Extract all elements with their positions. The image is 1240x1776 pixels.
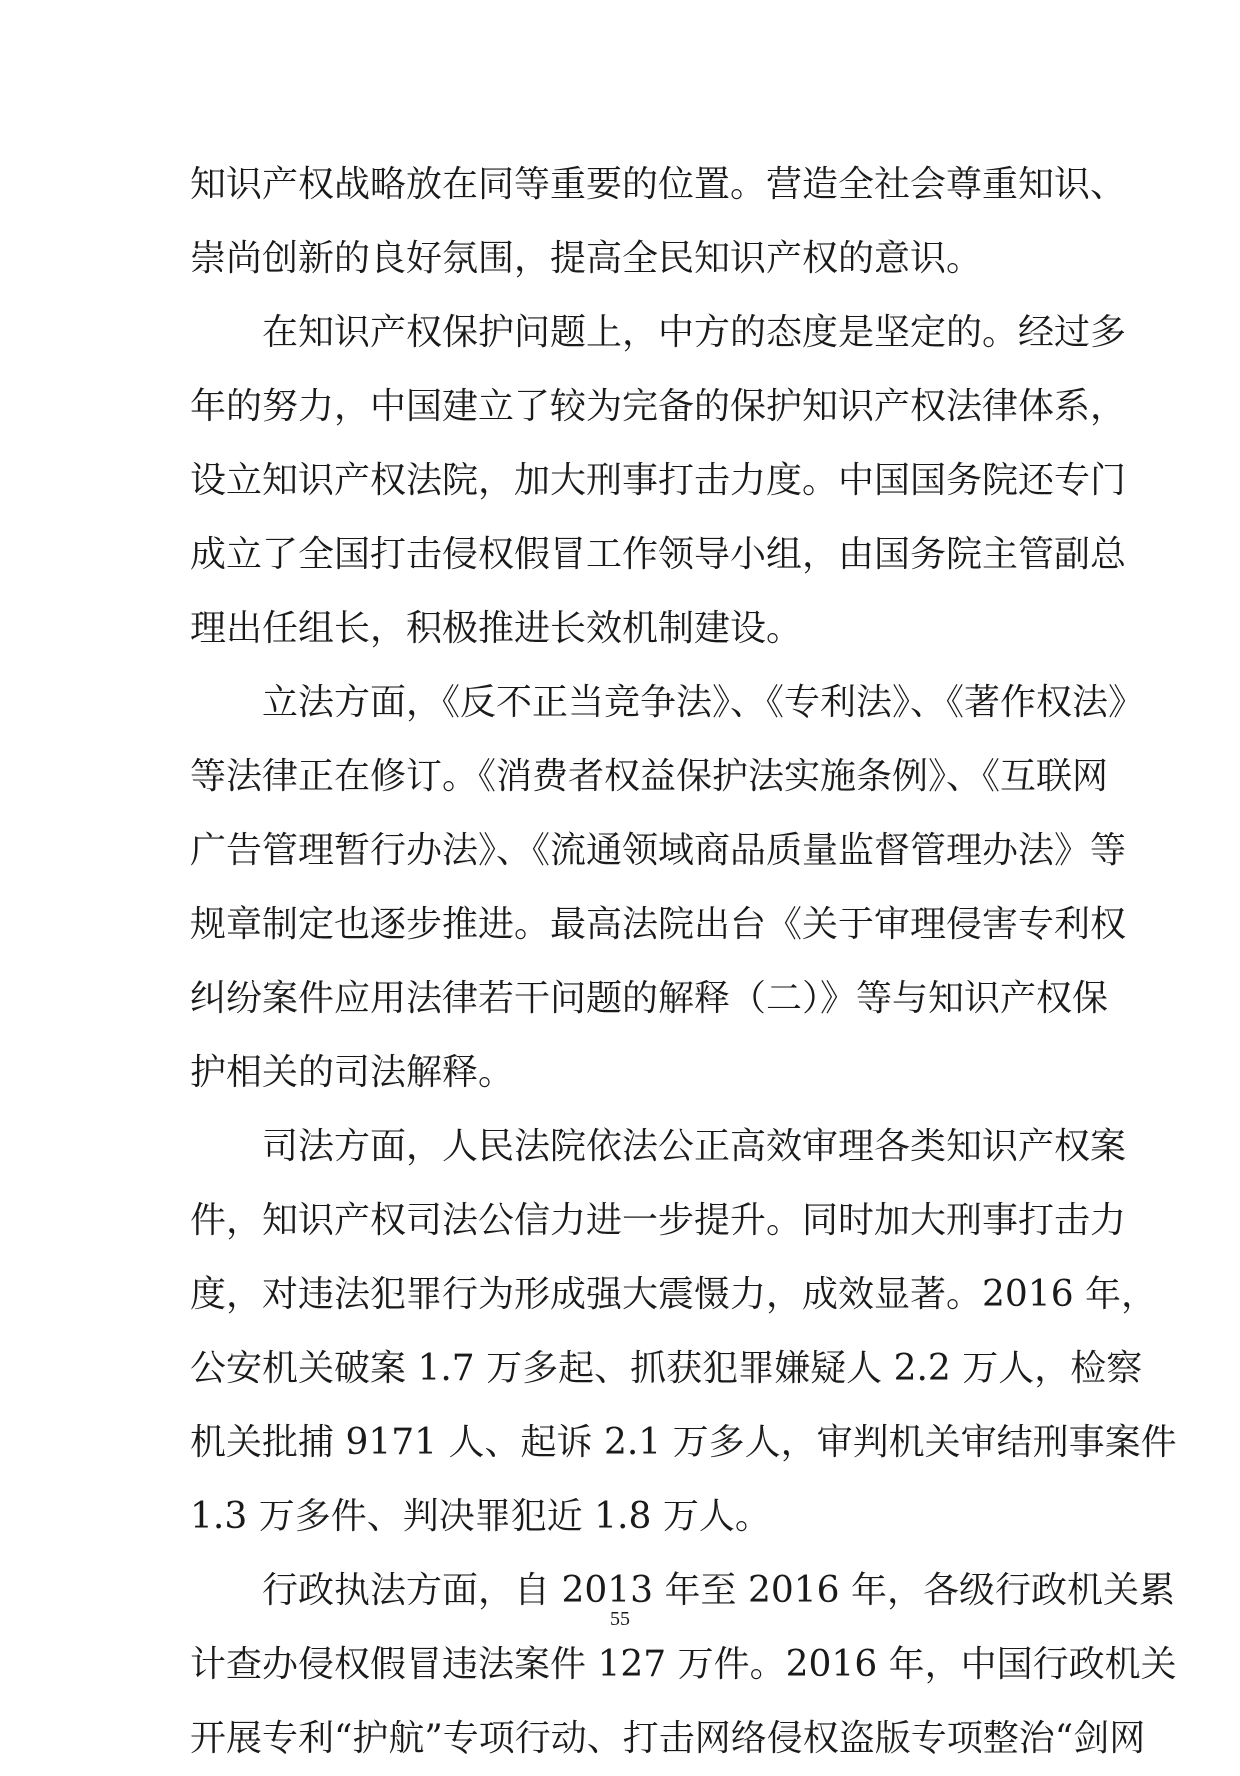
text-line: 等法律正在修订。《消费者权益保护法实施条例》、《互联网 xyxy=(190,756,1109,797)
text-line: 立法方面，《反不正当竞争法》、《专利法》、《著作权法》 xyxy=(262,682,1145,723)
text-line: 年的努力，中国建立了较为完备的保护知识产权法律体系， xyxy=(190,386,1127,427)
text-line: 护相关的司法解释。 xyxy=(190,1052,515,1093)
body-text xyxy=(190,148,1177,1776)
text-line: 成立了全国打击侵权假冒工作领导小组，由国务院主管副总 xyxy=(190,534,1127,575)
text-line: 度，对违法犯罪行为形成强大震慑力，成效显著。2016 年， xyxy=(190,1274,1158,1315)
paragraph xyxy=(190,666,1145,1110)
text-line: 1.3 万多件、判决罪犯近 1.8 万人。 xyxy=(190,1496,771,1537)
text-line: 司法方面，人民法院依法公正高效审理各类知识产权案 xyxy=(262,1126,1127,1167)
text-line: 知识产权战略放在同等重要的位置。营造全社会尊重知识、 xyxy=(190,164,1127,205)
text-line: 计查办侵权假冒违法案件 127 万件。2016 年，中国行政机关 xyxy=(190,1644,1177,1685)
text-line: 设立知识产权法院，加大刑事打击力度。中国国务院还专门 xyxy=(190,460,1127,501)
paragraph xyxy=(190,1110,1177,1554)
paragraph xyxy=(190,148,1127,296)
text-line: 公安机关破案 1.7 万多起、抓获犯罪嫌疑人 2.2 万人，检察 xyxy=(190,1348,1143,1389)
text-line: 在知识产权保护问题上，中方的态度是坚定的。经过多 xyxy=(262,312,1127,353)
text-line: 纠纷案件应用法律若干问题的解释（二）》等与知识产权保 xyxy=(190,978,1109,1019)
text-line: 件，知识产权司法公信力进一步提升。同时加大刑事打击力 xyxy=(190,1200,1127,1241)
text-line: 行政执法方面，自 2013 年至 2016 年，各级行政机关累 xyxy=(262,1570,1176,1611)
text-line: 规章制定也逐步推进。最高法院出台《关于审理侵害专利权 xyxy=(190,904,1127,945)
paragraph xyxy=(190,1554,1177,1776)
page-number: 55 xyxy=(610,1608,630,1630)
text-line: 崇尚创新的良好氛围，提高全民知识产权的意识。 xyxy=(190,238,983,279)
paragraph xyxy=(190,296,1127,666)
text-line: 机关批捕 9171 人、起诉 2.1 万多人，审判机关审结刑事案件 xyxy=(190,1422,1177,1463)
text-line: 广告管理暂行办法》、《流通领域商品质量监督管理办法》等 xyxy=(190,830,1127,871)
text-line: 理出任组长，积极推进长效机制建设。 xyxy=(190,608,803,649)
text-line: 开展专利“护航”专项行动、打击网络侵权盗版专项整治“剑网 xyxy=(190,1718,1146,1759)
